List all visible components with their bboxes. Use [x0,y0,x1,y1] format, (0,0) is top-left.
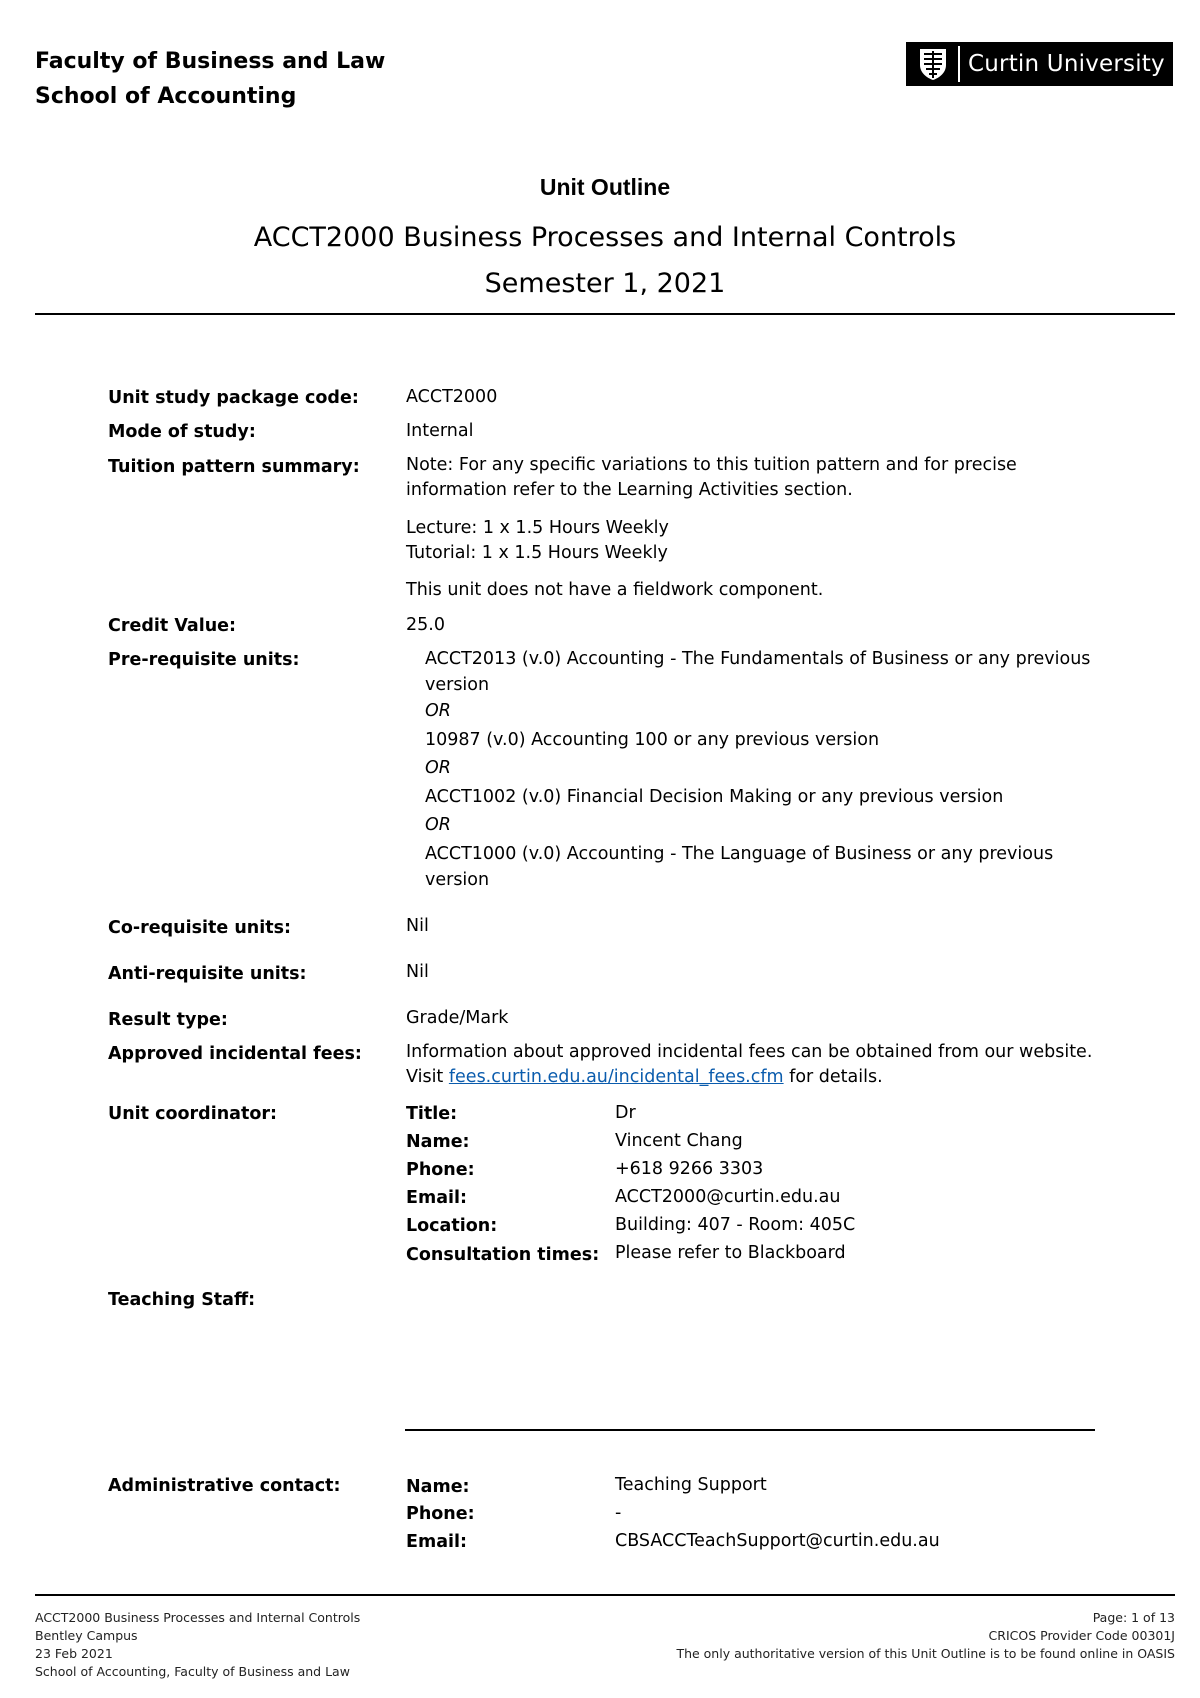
fees-visit-line [406,1065,1092,1090]
admin-name-label: Name: [406,1477,470,1497]
prereq-item: ACCT1000 (v.0) Accounting - The Language of Business or any previous [425,844,1054,864]
coreq-label: Co-requisite units: [108,918,292,938]
fees-visit: Visit [406,1067,444,1087]
admin-name-value: Teaching Support [615,1475,767,1495]
result-value: Grade/Mark [406,1008,509,1028]
section-rule [405,1429,1095,1431]
prereq-item: version [425,675,490,695]
curtin-logo [906,42,1173,86]
coordinator-label: Unit coordinator: [108,1104,277,1124]
lecture-pattern: Lecture: 1 x 1.5 Hours Weekly [406,518,669,538]
antireq-label: Anti-requisite units: [108,964,307,984]
antireq-value: Nil [406,962,429,982]
coord-location-value: Building: 407 - Room: 405C [615,1215,856,1235]
coord-title-value: Dr [615,1103,636,1123]
faculty-header [35,44,385,114]
admin-label: Administrative contact: [108,1476,341,1496]
fees-info [406,1040,1092,1090]
or-separator: OR [425,815,451,835]
prereq-item: 10987 (v.0) Accounting 100 or any previous version [425,730,880,750]
footer-unit: ACCT2000 Business Processes and Internal Controls [35,1610,361,1625]
credit-label: Credit Value: [108,616,237,636]
prereq-label: Pre-requisite units: [108,650,300,670]
footer-date: 23 Feb 2021 [35,1646,113,1661]
semester: Semester 1, 2021 [484,268,726,299]
prereq-item: ACCT2013 (v.0) Accounting - The Fundamentals of Business or any previous [425,649,1091,669]
coord-consult-label: Consultation times: [406,1245,600,1265]
fees-text: Information about approved incidental fees can be obtained from our website. [406,1042,1093,1062]
footer-left [35,1609,360,1681]
logo-text: Curtin University [968,51,1165,77]
coord-name-label: Name: [406,1132,470,1152]
or-separator: OR [425,758,451,778]
faculty-name: Faculty of Business and Law [35,49,386,74]
tutorial-pattern: Tutorial: 1 x 1.5 Hours Weekly [406,543,668,563]
admin-phone-value: - [615,1503,622,1523]
prereq-item: ACCT1002 (v.0) Financial Decision Making or any previous version [425,787,1004,807]
fieldwork-note: This unit does not have a fieldwork component. [406,580,824,600]
admin-phone-label: Phone: [406,1504,475,1524]
footer-campus: Bentley Campus [35,1628,138,1643]
coreq-value: Nil [406,916,429,936]
coord-email-value: ACCT2000@curtin.edu.au [615,1187,841,1207]
footer-right [676,1609,1175,1663]
prereq-item: version [425,870,490,890]
tuition-pattern [406,516,669,566]
study-package-value: ACCT2000 [406,387,498,407]
or-separator: OR [425,701,451,721]
tuition-note [406,453,1017,503]
footer-school: School of Accounting, Faculty of Business and Law [35,1664,350,1679]
coord-phone-label: Phone: [406,1160,475,1180]
prereq-list [425,646,1090,893]
coord-title-label: Title: [406,1104,458,1124]
coord-email-label: Email: [406,1188,467,1208]
coord-phone-value: +618 9266 3303 [615,1159,764,1179]
result-label: Result type: [108,1010,228,1030]
cricos-code: CRICOS Provider Code 00301J [988,1628,1175,1643]
document-heading: Unit Outline [539,174,671,200]
tuition-label: Tuition pattern summary: [108,457,360,477]
admin-email-value: CBSACCTeachSupport@curtin.edu.au [615,1531,940,1551]
fees-label: Approved incidental fees: [108,1044,362,1064]
fees-after: for details. [789,1067,883,1087]
mode-label: Mode of study: [108,422,256,442]
coord-name-value: Vincent Chang [615,1131,743,1151]
credit-value: 25.0 [406,615,445,635]
coord-location-label: Location: [406,1216,498,1236]
study-package-label: Unit study package code: [108,388,359,408]
teaching-staff-label: Teaching Staff: [108,1290,256,1310]
footer-rule [35,1594,1175,1596]
authoritative-note: The only authoritative version of this Unit Outline is to be found online in OASIS [676,1646,1175,1661]
tuition-note-line: information refer to the Learning Activities section. [406,480,853,500]
school-name: School of Accounting [35,84,297,109]
admin-email-label: Email: [406,1532,467,1552]
fees-link[interactable]: fees.curtin.edu.au/incidental_fees.cfm [448,1067,784,1087]
tuition-note-line: Note: For any specific variations to this tuition pattern and for precise [406,455,1017,475]
mode-value: Internal [406,421,474,441]
unit-title: ACCT2000 Business Processes and Internal Controls [253,222,957,253]
title-rule [35,313,1175,315]
coord-consult-value: Please refer to Blackboard [615,1243,846,1263]
page-number: Page: 1 of 13 [1092,1610,1175,1625]
logo-divider [958,46,960,82]
shield-icon [914,47,952,81]
